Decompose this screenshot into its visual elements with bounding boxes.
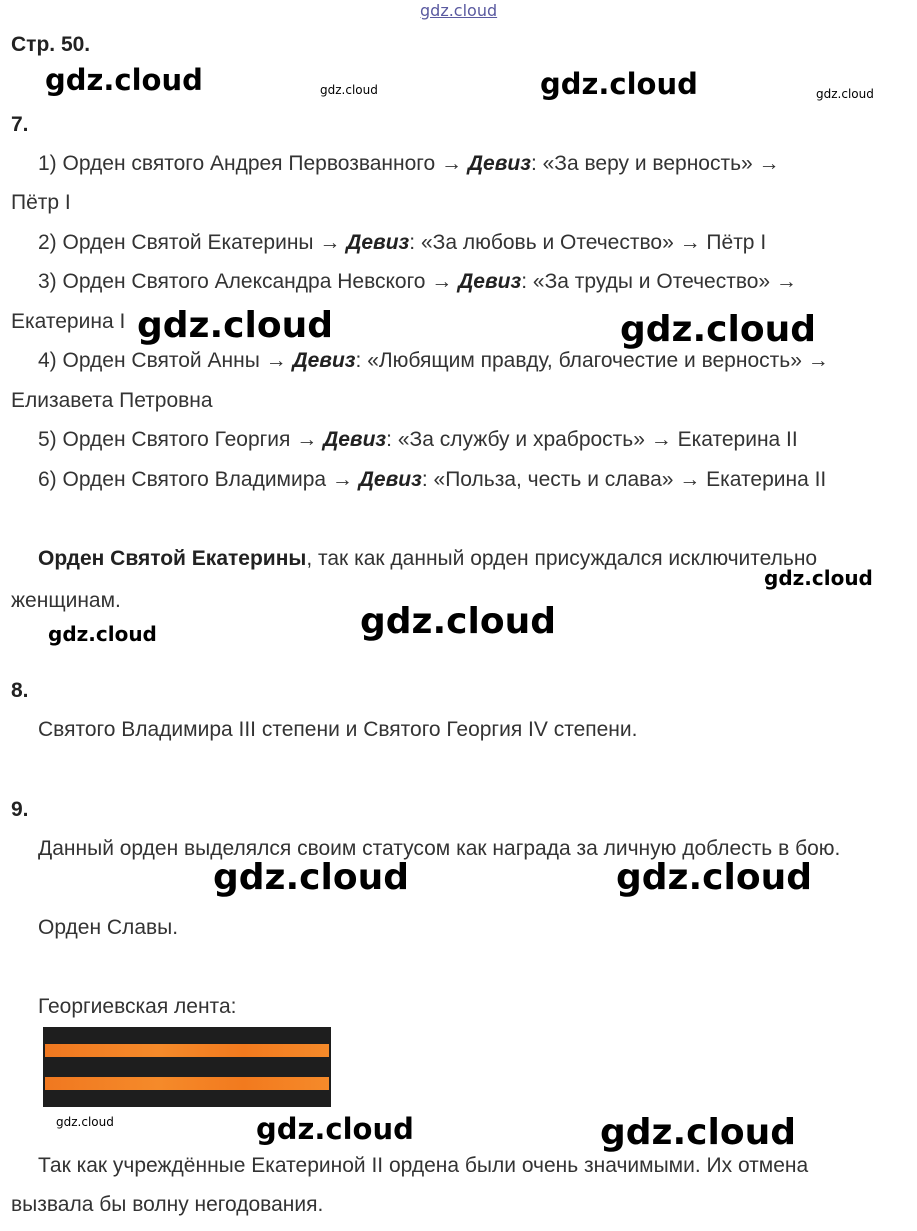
answer-text: Данный орден выделялся своим статусом как награда за личную доблесть в бою.: [38, 837, 841, 860]
watermark: gdz.cloud: [48, 622, 157, 646]
list-item-continuation: Екатерина I: [11, 310, 126, 333]
ribbon-label: Георгиевская лента:: [38, 995, 237, 1018]
watermark: gdz.cloud: [616, 857, 812, 898]
answer-text-continuation: вызвала бы волну негодования.: [11, 1193, 324, 1216]
watermark: gdz.cloud: [56, 1115, 114, 1129]
question-number: 7.: [11, 113, 29, 136]
watermark: gdz.cloud: [213, 857, 409, 898]
watermark: gdz.cloud: [620, 309, 816, 350]
list-item: 1) Орден святого Андрея Первозванного → Девиз: «За веру и верность» →: [38, 152, 780, 175]
answer-text: Так как учреждённые Екатериной II ордена были очень значимыми. Их отмена: [38, 1154, 809, 1177]
watermark: gdz.cloud: [540, 67, 698, 101]
ribbon-orange-stripe: [45, 1044, 329, 1057]
answer-text: Орден Святой Екатерины, так как данный орден присуждался исключительно: [38, 547, 818, 570]
ribbon-orange-stripe: [45, 1077, 329, 1090]
watermark: gdz.cloud: [764, 566, 873, 590]
list-item: 6) Орден Святого Владимира → Девиз: «Польза, честь и слава» → Екатерина II: [38, 468, 827, 491]
watermark: gdz.cloud: [256, 1112, 414, 1146]
watermark: gdz.cloud: [816, 87, 874, 101]
list-item: 2) Орден Святой Екатерины → Девиз: «За любовь и Отечество» → Пётр I: [38, 231, 767, 254]
page-reference: Стр. 50.: [11, 33, 91, 56]
st-george-ribbon-image: [43, 1027, 331, 1107]
list-item-continuation: Елизавета Петровна: [11, 389, 213, 412]
watermark: gdz.cloud: [600, 1112, 796, 1153]
list-item-continuation: Пётр I: [11, 191, 71, 214]
answer-text: Святого Владимира III степени и Святого Георгия IV степени.: [38, 718, 638, 741]
watermark: gdz.cloud: [137, 305, 333, 346]
watermark: gdz.cloud: [320, 83, 378, 97]
list-item: 4) Орден Святой Анны → Девиз: «Любящим правду, благочестие и верность» →: [38, 349, 829, 372]
answer-text: Орден Славы.: [38, 916, 179, 939]
watermark: gdz.cloud: [420, 1, 498, 20]
watermark: gdz.cloud: [45, 63, 203, 97]
question-number: 9.: [11, 798, 29, 821]
answer-text-continuation: женщинам.: [11, 589, 121, 612]
list-item: 3) Орден Святого Александра Невского → Девиз: «За труды и Отечество» →: [38, 270, 797, 293]
watermark: gdz.cloud: [360, 601, 556, 642]
list-item: 5) Орден Святого Георгия → Девиз: «За службу и храбрость» → Екатерина II: [38, 428, 798, 451]
question-number: 8.: [11, 679, 29, 702]
